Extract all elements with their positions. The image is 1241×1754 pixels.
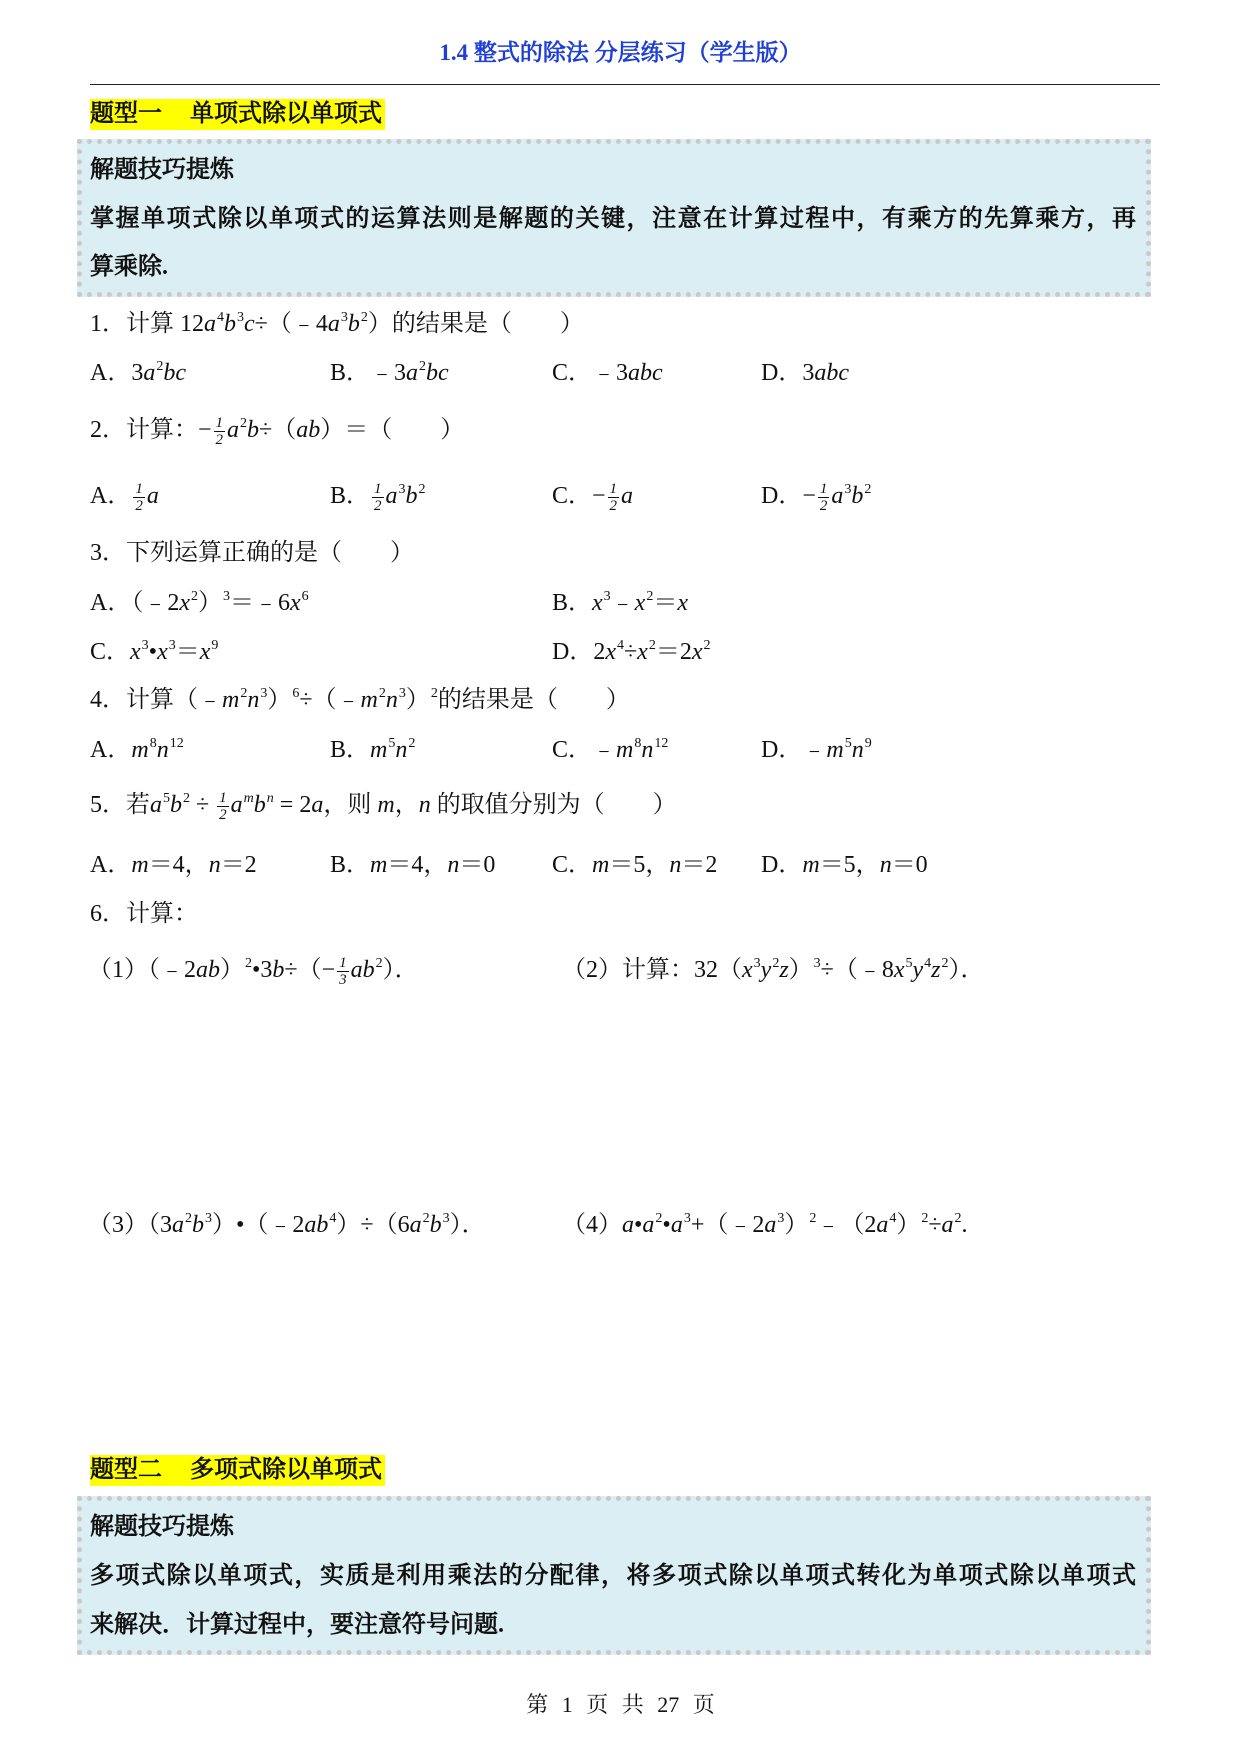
- math-variable: z: [779, 957, 789, 983]
- math-text: ）: [198, 590, 222, 616]
- math-text: C．−: [552, 483, 606, 509]
- math-text: A．: [90, 737, 132, 763]
- math-variable: m: [131, 737, 149, 763]
- fraction-denominator: 3: [339, 971, 347, 988]
- math-text: = 2: [273, 792, 312, 818]
- math-text: 5．若: [90, 792, 150, 818]
- math-fraction: [608, 481, 620, 514]
- math-text: C．: [552, 852, 593, 878]
- math-exponent: 2: [375, 956, 383, 971]
- math-exponent: 2: [921, 1211, 929, 1226]
- math-exponent: 9: [864, 736, 872, 751]
- math-text: ÷（﹣8: [820, 957, 894, 983]
- fraction-denominator: 2: [609, 497, 618, 514]
- math-variable: c: [244, 311, 255, 337]
- math-exponent: 3: [813, 956, 821, 971]
- fraction-denominator: 2: [219, 806, 227, 823]
- question-2-option-b: [330, 471, 426, 521]
- math-text: ﹣: [610, 590, 635, 616]
- math-variable: m: [592, 852, 610, 878]
- math-variable: a: [385, 483, 398, 509]
- math-variable: x: [605, 639, 616, 665]
- math-variable: a: [311, 792, 324, 818]
- math-exponent: 2: [864, 482, 872, 497]
- math-text: D．: [761, 852, 803, 878]
- math-variable: b: [429, 1212, 442, 1238]
- math-text: ＝2: [655, 639, 692, 665]
- math-variable: a: [150, 792, 162, 818]
- math-variable: abc: [814, 360, 849, 386]
- question-5-stem: [90, 780, 677, 830]
- fraction-numerator: 1: [135, 480, 143, 497]
- math-exponent: 2: [156, 359, 164, 374]
- math-variable: a: [876, 1212, 889, 1238]
- math-text: ÷: [928, 1212, 942, 1238]
- math-text: ）．: [382, 957, 419, 983]
- math-text: ÷（﹣4: [254, 311, 328, 337]
- math-variable: y: [912, 957, 924, 983]
- tip-box-2: [77, 1496, 1151, 1655]
- math-text: ÷（: [259, 417, 297, 443]
- math-exponent: 4: [217, 310, 224, 325]
- math-exponent: 5: [388, 736, 396, 751]
- math-text: C．: [90, 639, 131, 665]
- question-4-stem: [90, 675, 630, 725]
- math-exponent: 3: [398, 482, 406, 497]
- math-variable: x: [634, 590, 646, 616]
- math-variable: n: [247, 687, 260, 713]
- math-variable: bc: [163, 360, 186, 386]
- math-variable: b: [253, 792, 266, 818]
- math-text: ＝4，: [387, 852, 448, 878]
- math-variable: m: [222, 687, 240, 713]
- math-variable: n: [156, 737, 169, 763]
- fraction-denominator: 2: [135, 497, 143, 514]
- math-variable: ab: [304, 1212, 329, 1238]
- math-variable: n: [669, 852, 682, 878]
- math-variable: m: [377, 792, 395, 818]
- math-variable: x: [290, 590, 301, 616]
- math-exponent: n: [266, 791, 274, 806]
- question-1-option-c: [552, 348, 663, 398]
- math-exponent: 2: [772, 956, 780, 971]
- math-variable: n: [641, 737, 654, 763]
- fraction-denominator: 2: [374, 497, 382, 514]
- math-text: 4．计算（﹣: [90, 687, 222, 713]
- math-fraction: [133, 481, 145, 514]
- question-6-part-3: [88, 1200, 486, 1250]
- math-variable: m: [360, 687, 378, 713]
- math-exponent: 3: [603, 589, 611, 604]
- math-text: D．3: [761, 360, 815, 386]
- math-variable: a: [227, 417, 240, 443]
- math-text: .: [961, 1212, 968, 1238]
- question-6-part-4: [562, 1200, 968, 1250]
- math-text: 的结果是（ ）: [437, 687, 630, 713]
- math-exponent: 2: [419, 359, 427, 374]
- math-variable: n: [851, 737, 864, 763]
- math-variable: n: [208, 852, 221, 878]
- tip-2-line-1: 多项式除以单项式，实质是利用乘法的分配律，将多项式除以单项式转化为单项式除以单项式: [90, 1563, 1136, 1589]
- math-text: •: [662, 1212, 671, 1238]
- math-variable: x: [742, 957, 753, 983]
- math-text: ＝﹣6: [230, 590, 290, 616]
- math-variable: a: [622, 1212, 634, 1238]
- math-exponent: 12: [654, 736, 669, 751]
- math-exponent: 4: [617, 638, 624, 653]
- math-text: ）: [896, 1212, 921, 1238]
- question-2-stem: [90, 405, 464, 455]
- math-variable: abc: [628, 360, 663, 386]
- math-variable: x: [199, 639, 211, 665]
- math-variable: a: [172, 1212, 184, 1238]
- math-variable: ab: [350, 957, 375, 983]
- math-text: B．: [330, 852, 371, 878]
- math-variable: b: [192, 1212, 204, 1238]
- question-1-option-a: [90, 348, 186, 398]
- math-variable: a: [621, 483, 634, 509]
- question-5-option-b: [330, 840, 495, 890]
- math-text: ）: [784, 1212, 809, 1238]
- math-exponent: 3: [260, 686, 268, 701]
- math-variable: n: [879, 852, 892, 878]
- math-text: B．: [552, 590, 593, 616]
- math-variable: b: [247, 417, 260, 443]
- fraction-numerator: 1: [374, 480, 382, 497]
- math-text: ）: [405, 687, 430, 713]
- math-exponent: 2: [646, 589, 654, 604]
- math-variable: n: [395, 737, 408, 763]
- math-text: D．−: [761, 483, 816, 509]
- math-variable: a: [831, 483, 844, 509]
- question-2-option-a: [90, 471, 159, 521]
- question-6-part-2: [562, 945, 984, 995]
- question-2-option-c: [552, 471, 633, 521]
- math-exponent: 3: [141, 638, 149, 653]
- math-text: •3: [252, 957, 273, 983]
- math-variable: a: [230, 792, 243, 818]
- question-6-stem: [90, 889, 198, 939]
- math-text: A．（﹣2: [90, 590, 180, 616]
- math-text: ＝: [175, 639, 200, 665]
- math-exponent: 2: [418, 482, 426, 497]
- math-variable: b: [347, 311, 360, 337]
- math-text: C．﹣: [552, 737, 617, 763]
- math-text: A．3: [90, 360, 144, 386]
- math-text: ）•（﹣2: [212, 1212, 305, 1238]
- question-3-option-b: [552, 578, 688, 628]
- question-4-option-b: [330, 725, 415, 775]
- math-text: 6．计算：: [90, 901, 198, 927]
- math-variable: a: [764, 1212, 777, 1238]
- math-exponent: 3: [205, 1211, 212, 1226]
- math-exponent: 4: [329, 1211, 337, 1226]
- question-3-stem: [90, 528, 414, 578]
- math-exponent: 3: [753, 956, 761, 971]
- math-text: ）: [788, 957, 813, 983]
- math-exponent: 12: [169, 736, 184, 751]
- math-variable: b: [272, 957, 285, 983]
- tip-2-line-2: 来解决．计算过程中，要注意符号问题.: [90, 1612, 504, 1638]
- math-exponent: 3: [237, 310, 244, 325]
- math-text: A．: [90, 483, 132, 509]
- math-exponent: m: [243, 791, 254, 806]
- math-variable: x: [893, 957, 905, 983]
- math-variable: ab: [296, 417, 321, 443]
- math-exponent: 5: [844, 736, 852, 751]
- math-fraction: [372, 481, 384, 514]
- math-text: +（﹣2: [690, 1212, 765, 1238]
- fraction-numerator: 1: [339, 954, 347, 971]
- fraction-denominator: 2: [215, 431, 224, 448]
- math-text: ）．: [948, 957, 985, 983]
- math-variable: a: [143, 360, 156, 386]
- question-5-option-c: [552, 840, 717, 890]
- math-text: •: [634, 1212, 643, 1238]
- question-5-option-a: [90, 840, 257, 890]
- math-variable: ab: [196, 957, 220, 983]
- math-variable: a: [406, 360, 419, 386]
- math-variable: a: [941, 1212, 954, 1238]
- math-variable: x: [179, 590, 190, 616]
- math-text: ＝0: [891, 852, 928, 878]
- math-text: A．: [90, 852, 132, 878]
- math-variable: m: [370, 737, 388, 763]
- question-3-option-c: [90, 627, 218, 677]
- math-variable: b: [170, 792, 182, 818]
- math-text: ＝2: [220, 852, 257, 878]
- math-exponent: 2: [185, 1211, 192, 1226]
- question-5-option-d: [761, 840, 928, 890]
- math-exponent: 3: [777, 1211, 785, 1226]
- math-variable: x: [592, 590, 603, 616]
- math-exponent: 4: [889, 1211, 897, 1226]
- math-variable: m: [370, 852, 388, 878]
- math-variable: a: [409, 1212, 422, 1238]
- math-text: ＝4，: [148, 852, 209, 878]
- math-variable: x: [130, 639, 141, 665]
- math-exponent: 2: [183, 791, 190, 806]
- math-exponent: 2: [408, 736, 416, 751]
- math-text: ＝0: [459, 852, 496, 878]
- math-text: （4）: [562, 1212, 622, 1238]
- math-text: ）: [267, 687, 292, 713]
- math-exponent: 3: [340, 310, 348, 325]
- math-variable: n: [385, 687, 398, 713]
- math-exponent: 2: [240, 416, 248, 431]
- math-variable: b: [851, 483, 864, 509]
- math-text: ﹣（2: [816, 1212, 877, 1238]
- math-exponent: 3: [844, 482, 852, 497]
- question-1-option-b: [330, 348, 449, 398]
- math-exponent: 8: [149, 736, 157, 751]
- math-text: 2．计算：−: [90, 417, 212, 443]
- math-text: ）÷（6: [336, 1212, 410, 1238]
- math-fraction: [217, 790, 229, 823]
- section-1-title: 单项式除以单项式: [190, 101, 382, 127]
- math-exponent: 2: [809, 1211, 817, 1226]
- math-variable: a: [670, 1212, 683, 1238]
- math-exponent: 3: [442, 1211, 450, 1226]
- question-4-option-c: [552, 725, 668, 775]
- math-exponent: 2: [191, 589, 198, 604]
- title-divider: [90, 84, 1160, 85]
- math-exponent: 2: [941, 956, 949, 971]
- fraction-denominator: 2: [819, 497, 828, 514]
- math-exponent: 2: [430, 686, 438, 701]
- question-3-option-d: [552, 627, 710, 677]
- math-exponent: 2: [422, 1211, 430, 1226]
- fraction-numerator: 1: [215, 414, 224, 431]
- math-exponent: 2: [360, 310, 368, 325]
- math-exponent: 6: [292, 686, 300, 701]
- tip-1-heading: 解题技巧提炼: [90, 157, 234, 183]
- math-variable: y: [760, 957, 772, 983]
- math-variable: m: [131, 852, 149, 878]
- math-text: ）．: [449, 1212, 486, 1238]
- math-exponent: 2: [245, 956, 252, 971]
- question-4-option-d: [761, 725, 872, 775]
- math-variable: m: [826, 737, 844, 763]
- math-variable: m: [802, 852, 820, 878]
- fraction-numerator: 1: [219, 789, 227, 806]
- question-6-part-1: [88, 945, 419, 995]
- math-exponent: 3: [168, 638, 176, 653]
- math-text: ＝: [653, 590, 678, 616]
- math-text: ）: [220, 957, 244, 983]
- math-variable: b: [405, 483, 418, 509]
- math-text: ÷（−: [284, 957, 336, 983]
- math-exponent: 2: [378, 686, 386, 701]
- math-variable: b: [224, 311, 236, 337]
- page-number-footer: 第 1 页 共 27 页: [526, 1692, 715, 1717]
- math-text: ÷: [624, 639, 638, 665]
- math-text: （2）计算：32（: [562, 957, 742, 983]
- question-1-stem: [90, 299, 584, 349]
- math-variable: x: [677, 590, 688, 616]
- math-variable: bc: [426, 360, 449, 386]
- math-text: ）的结果是（ ）: [367, 311, 584, 337]
- math-exponent: 2: [703, 638, 711, 653]
- math-text: （3）（3: [88, 1212, 172, 1238]
- math-exponent: 3: [398, 686, 406, 701]
- math-exponent: 3: [223, 589, 230, 604]
- tip-box-1: [77, 139, 1151, 297]
- math-exponent: 2: [240, 686, 248, 701]
- math-fraction: [337, 955, 349, 988]
- math-text: ＝2: [681, 852, 718, 878]
- math-exponent: 2: [648, 638, 656, 653]
- question-4-option-a: [90, 725, 184, 775]
- math-text: B．: [330, 483, 371, 509]
- math-text: ÷: [190, 792, 216, 818]
- math-exponent: 9: [211, 638, 219, 653]
- math-text: 的取值分别为（ ）: [430, 792, 677, 818]
- section-2-label: 题型二: [90, 1457, 162, 1483]
- math-text: ，: [394, 792, 419, 818]
- question-1-option-d: [761, 348, 849, 398]
- tip-1-line-2: 算乘除.: [90, 254, 168, 280]
- math-text: ）＝（ ）: [320, 417, 465, 443]
- fraction-numerator: 1: [609, 480, 618, 497]
- math-text: ，则: [323, 792, 378, 818]
- math-text: •: [148, 639, 158, 665]
- math-text: ÷（﹣: [299, 687, 361, 713]
- math-text: ＝5，: [819, 852, 880, 878]
- section-2-title: 多项式除以单项式: [190, 1457, 382, 1483]
- math-variable: a: [204, 311, 216, 337]
- math-text: （1）（﹣2: [88, 957, 196, 983]
- math-exponent: 5: [163, 791, 170, 806]
- math-variable: x: [637, 639, 648, 665]
- tip-2-heading: 解题技巧提炼: [90, 1514, 234, 1540]
- page-title: 1.4 整式的除法 分层练习（学生版）: [439, 40, 802, 65]
- math-variable: m: [616, 737, 634, 763]
- section-1-label: 题型一: [90, 101, 162, 127]
- math-variable: a: [146, 483, 159, 509]
- math-exponent: 4: [924, 956, 932, 971]
- math-text: C．﹣3: [552, 360, 629, 386]
- math-exponent: 3: [683, 1211, 691, 1226]
- math-variable: x: [691, 639, 703, 665]
- section-1-heading: [90, 99, 385, 130]
- math-text: 1．计算 12: [90, 311, 204, 337]
- math-variable: n: [447, 852, 460, 878]
- math-text: ＝5，: [609, 852, 670, 878]
- math-variable: a: [642, 1212, 655, 1238]
- tip-1-line-1: 掌握单项式除以单项式的运算法则是解题的关键，注意在计算过程中，有乘方的先算乘方，再: [90, 206, 1136, 232]
- fraction-numerator: 1: [819, 480, 828, 497]
- section-2-heading: [90, 1455, 385, 1486]
- math-text: D．﹣: [761, 737, 827, 763]
- math-text: D．2: [552, 639, 606, 665]
- math-exponent: 5: [905, 956, 913, 971]
- math-text: 3．下列运算正确的是（ ）: [90, 540, 414, 566]
- math-exponent: 8: [634, 736, 642, 751]
- math-variable: z: [931, 957, 941, 983]
- math-text: B．: [330, 737, 371, 763]
- math-variable: x: [157, 639, 168, 665]
- math-variable: n: [418, 792, 431, 818]
- math-exponent: 2: [954, 1211, 962, 1226]
- math-variable: a: [327, 311, 340, 337]
- math-exponent: 6: [301, 589, 309, 604]
- math-exponent: 2: [655, 1211, 663, 1226]
- math-fraction: [214, 415, 226, 448]
- math-fraction: [818, 481, 830, 514]
- math-text: B．﹣3: [330, 360, 407, 386]
- question-3-option-a: [90, 578, 309, 628]
- question-2-option-d: [761, 471, 871, 521]
